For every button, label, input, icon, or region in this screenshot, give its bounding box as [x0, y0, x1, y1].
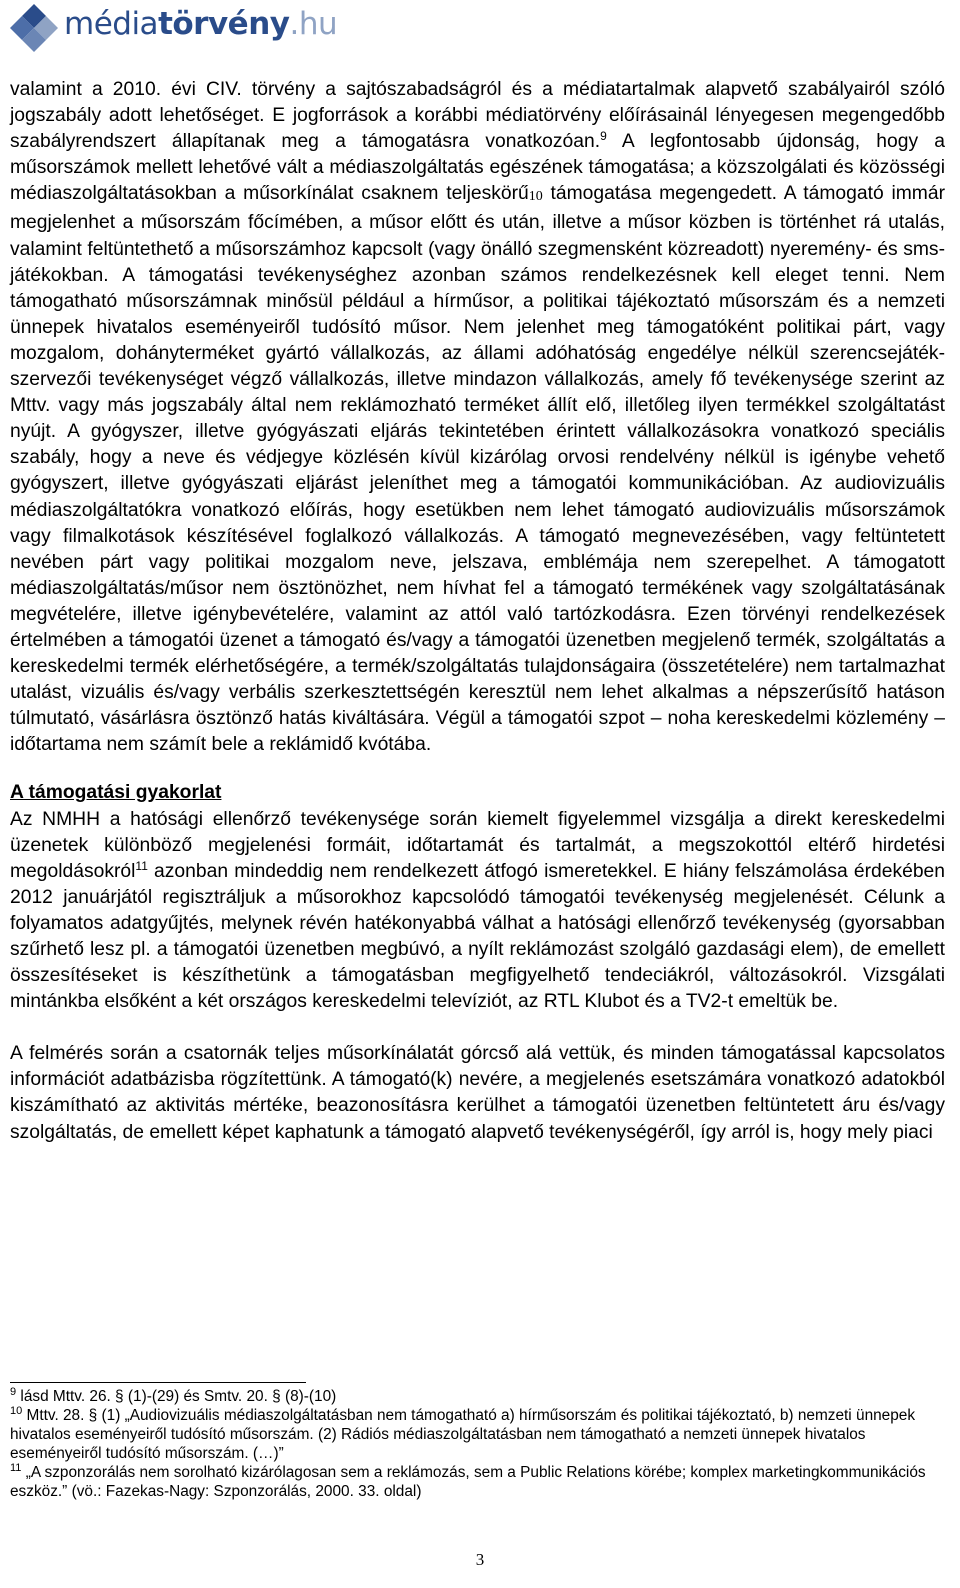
section-heading: A támogatási gyakorlat	[10, 782, 222, 804]
paragraph-nmhh-practice	[10, 807, 945, 1016]
footnote-ref-11[interactable]: 11	[135, 858, 148, 873]
logo-wordmark[interactable]	[64, 6, 337, 42]
footnote-number: 9	[10, 1386, 17, 1398]
paragraph-text: A legfontosabb újdonság, hogy a műsorszámok mellett lehetővé vált a médiaszolgáltatás egészének támogatása; a közszolgálati és közösségi médiaszolgáltatásokban a műsorkínálat csaknem teljeskörű	[10, 131, 945, 205]
footnotes	[10, 1388, 945, 1501]
paragraph-text: támogatása megengedett. A támogató immár megjelenhet a műsorszám főcímében, a műsor előtt és után, illetve a műsor közben is történhet rá utalás, valamint feltüntethető a műsorszámhoz kapcsolt (vagy önálló szegmensként közreadott) nyeremény- és sms-játékokban. A támogatási tevékenységhez azonban számos rendelkezésnek kell eleget tenni. Nem támogatható műsorszámnak minősül például a hírműsor, a politikai tájékoztató műsorszám és a nemzeti ünnepek hivatalos eseményeiről tudósító műsor. Nem jelenhet meg támogatóként politikai párt, vagy mozgalom, dohányterméket gyártó vállalkozás, az állami adóhatóság engedélye nélkül szerencsejáték-szervezői tevékenységet végző vállalkozás, illetve mindazon vállalkozás, amely fő tevékenysége szerint az Mttv. vagy más jogszabály által nem reklámozható terméket állít elő, illetőleg ilyen termékkel szolgáltatást nyújt. A gyógyszer, illetve gyógyászati eljárás tekintetében érintett vállalkozásokra vonatkozó speciális szabály, hogy a neve és védjegye közlésén kívül kizárólag orvosi rendelvény nélkül is igénybe vehető gyógyszert, illetve gyógyászati eljárást jeleníthet meg a támogatói kommunikációban. Az audiovizuális médiaszolgáltatókra vonatkozó előírás, hogy esetükben nem lehet támogató audiovizuális műsorszámok vagy filmalkotások készítésével foglalkozó vállalkozás. A támogató megnevezésében, vagy feltüntetett nevében párt vagy politikai mozgalom neve, jelszava, emblémája nem szerepelhet. A támogatott médiaszolgáltatás/műsor nem ösztönözhet, nem hívhat fel a támogató termékének vagy szolgáltatásának megvételére, illetve igénybevételére, valamint az attól való tartózkodásra. Ezen törvényi rendelkezések értelmében a támogatói üzenet a támogató és/vagy a támogatói üzenetben megjelenő termék, szolgáltatás a kereskedelmi termék elérhetőségére, a termék/szolgáltatás tulajdonságaira (összetételére) nem tartalmazhat utalást, vizuális és/vagy verbális szerkesztettségén keresztül nem lehet alkalmas a népszerűsítő hatáson túlmutató, vásárlásra ösztönző hatás kiváltására. Végül a támogatói szpot – noha kereskedelmi közlemény – időtartama nem számít bele a reklámidő kvótába.	[10, 183, 945, 756]
footnote-text: „A szponzorálás nem sorolható kizárólagosan sem a reklámozás, sem a Public Relations körébe; komplex marketingkommunikációs eszköz.” (vö.: Fazekas-Nagy: Szponzorálás, 2000. 33. oldal)	[10, 1463, 926, 1500]
paragraph-text: Az NMHH a hatósági ellenőrző tevékenysége során kiemelt figyelemmel vizsgálja a direkt kereskedelmi üzenetek különböző megjelenési formáit, időtartamát és tartalmát, a megszokottól eltérő hirdetési megoldásokról	[10, 808, 945, 882]
logo-text-part1: média	[64, 6, 159, 42]
footnote-11	[10, 1461, 945, 1502]
footnote-text: Mttv. 28. § (1) „Audiovizuális médiaszolgáltatásban nem támogatható a) hírműsorszám és politikai tájékoztató, b) nemzeti ünnepek hivatalos eseményeiről tudósító műsorszám. (2) Rádiós médiaszolgáltatásban nem támogatható a nemzeti ünnepek hivatalos eseményeiről tudósító műsorszám. (…)”	[10, 1406, 916, 1462]
logo-text-part2: törvény	[158, 6, 290, 42]
logo-diamond-icon	[8, 1, 60, 53]
paragraph-survey: A felmérés során a csatornák teljes műsorkínálatát górcső alá vettük, és minden támogatással kapcsolatos információt adatbázisba rögzítettünk. A támogató(k) nevére, a megjelenés esetszámára vonatkozó adatokból kiszámítható az aktivitás mértéke, beazonosításra kerülhet a támogatói üzenetben feltüntetett áru és/vagy szolgáltatás, de emellett képet kaphatunk a támogató alapvető tevékenységéről, így arról is, hogy mely piaci	[10, 1043, 945, 1143]
footnote-number: 10	[10, 1404, 23, 1417]
footnote-9	[10, 1388, 945, 1407]
paragraph-text: azonban mindeddig nem rendelkezett átfogó ismeretekkel. E hiány felszámolása érdekében 2012 januárjától regisztráljuk a műsorokhoz kapcsolódó támogatói tevékenység megjelenését. Célunk a folyamatos adatgyűjtés, melynek révén hatékonyabbá válhat a hatósági ellenőrző tevékenység (gyorsabban szűrhető lesz pl. a támogatói üzenetben megbúvó, a nyílt reklámozást szolgáló gazdasági elem), de emellett összesítéseket is készíthetünk a támogatásban megfigyelhető tendeciákról, változásokról. Vizsgálati mintánkba elsőként a két országos kereskedelmi televíziót, az RTL Klubot és a TV2-t emeltük be.	[10, 860, 945, 1013]
footnote-number: 11	[10, 1461, 22, 1474]
footnote-ref-9[interactable]: 9	[600, 129, 607, 144]
footnote-10	[10, 1404, 945, 1464]
footnote-ref-10[interactable]: 10	[528, 189, 543, 205]
page-number: 3	[475, 1550, 485, 1569]
site-header	[8, 0, 337, 54]
footnote-text: lásd Mttv. 26. § (1)-(29) és Smtv. 20. § (8)-(10)	[16, 1388, 337, 1405]
document-body	[10, 77, 945, 1146]
paragraph-text: valamint a 2010. évi CIV. törvény a sajtószabadságról és a médiatartalmak alapvető szabályairól szóló jogszabály adott lehetőséget. E jogforrások a korábbi médiatörvény előírásainál lényegesen megengedőbb szabályrendszert állapítanak meg a támogatásra vonatkozóan.	[10, 79, 945, 153]
footnote-divider	[10, 1382, 306, 1383]
logo-text-part3: .hu	[289, 6, 338, 42]
paragraph-support-rules	[10, 77, 945, 758]
